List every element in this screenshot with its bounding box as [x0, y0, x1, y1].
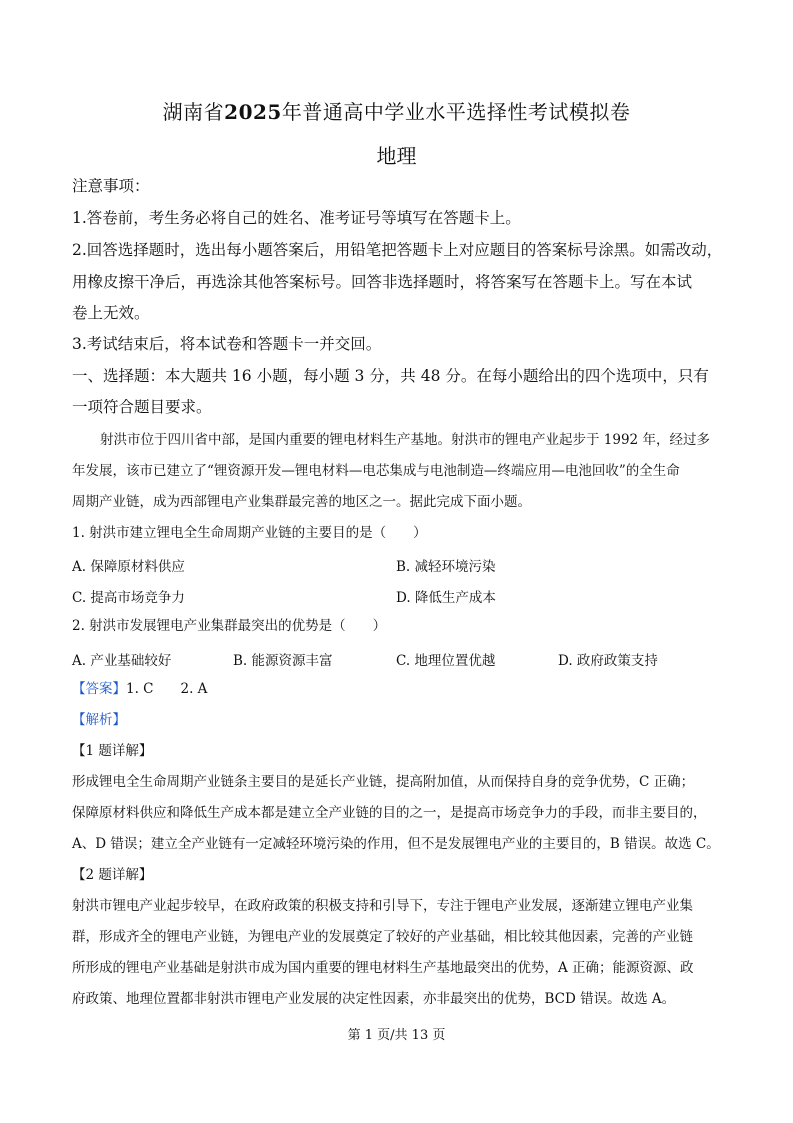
question-1-stem: 1. 射洪市建立锂电全生命周期产业链的主要目的是（ ） [72, 525, 427, 541]
detail-2-line-4: 府政策、地理位置都非射洪市锂电产业发展的决定性因素，亦非最突出的优势，BCD 错误。故选 A。 [72, 991, 676, 1007]
question-2-option-a: A. 产业基础较好 [72, 653, 172, 669]
detail-2-line-1: 射洪市锂电产业起步较早，在政府政策的积极支持和引导下，专注于锂电产业发展，逐渐建立锂电产业集 [72, 898, 693, 914]
detail-1-line-2: 保障原材料供应和降低生产成本都是建立全产业链的目的之一，是提高市场竞争力的手段，而非主要目的， [72, 805, 707, 821]
notice-heading: 注意事项： [72, 177, 150, 195]
exam-title: 湖南省2025年普通高中学业水平选择性考试模拟卷 [162, 100, 631, 124]
detail-2-label: 【2 题详解】 [72, 867, 153, 883]
title-year: 2025 [224, 100, 282, 124]
notice-item-2-line-3: 卷上无效。 [72, 304, 150, 322]
detail-2-line-2: 群，形成齐全的锂电产业链，为锂电产业的发展奠定了较好的产业基础，相比较其他因素，完善的产业链 [72, 929, 693, 945]
question-1-option-d: D. 降低生产成本 [396, 590, 496, 606]
question-2-option-c: C. 地理位置优越 [396, 653, 496, 669]
section-heading-line-2: 一项符合题目要求。 [72, 398, 212, 416]
question-1-option-c: C. 提高市场竞争力 [72, 590, 185, 606]
notice-item-2-line-1: 2.回答选择题时，选出每小题答案后，用铅笔把答题卡上对应题目的答案标号涂黑。如需改动， [72, 241, 723, 259]
page-number: 第 1 页/共 13 页 [347, 1028, 446, 1043]
question-2-option-b: B. 能源资源丰富 [233, 653, 333, 669]
detail-1-line-1: 形成锂电全生命周期产业链条主要目的是延长产业链，提高附加值，从而保持自身的竞争优势，C 正确； [72, 774, 695, 790]
question-2-option-d: D. 政府政策支持 [558, 653, 658, 669]
section-heading-line-1: 一、选择题：本大题共 16 小题，每小题 3 分，共 48 分。在每小题给出的四个选项中，只有 [72, 367, 709, 385]
answer-label: 【答案】 [72, 681, 126, 697]
detail-1-line-3: A、D 错误；建立全产业链有一定减轻环境污染的作用，但不是发展锂电产业的主要目的，B 错误。故选 C。 [72, 836, 720, 852]
detail-2-line-3: 所形成的锂电产业基础是射洪市成为国内重要的锂电材料生产基地最突出的优势，A 正确；能源资源、政 [72, 960, 694, 976]
answer-line [72, 679, 732, 699]
notice-item-2-line-2: 用橡皮擦干净后，再选涂其他答案标号。回答非选择题时，将答案写在答题卡上。写在本试 [72, 273, 693, 291]
question-2-stem: 2. 射洪市发展锂电产业集群最突出的优势是（ ） [72, 618, 387, 634]
exam-subject: 地理 [376, 144, 417, 168]
analysis-label: 【解析】 [72, 712, 126, 728]
answer-value: 1. C 2. A [126, 681, 208, 697]
passage-line-3: 周期产业链，成为西部锂电产业集群最完善的地区之一。据此完成下面小题。 [72, 494, 531, 510]
question-1-option-a: A. 保障原材料供应 [72, 559, 185, 575]
passage-line-1: 射洪市位于四川省中部，是国内重要的锂电材料生产基地。射洪市的锂电产业起步于 1992 年，经过多 [100, 432, 710, 448]
passage-line-2: 年发展，该市已建立了“锂资源开发—锂电材料—电芯集成与电池制造—终端应用—电池回收”的全生命 [72, 463, 680, 479]
question-1-option-b: B. 减轻环境污染 [396, 559, 496, 575]
notice-item-1: 1.答卷前，考生务必将自己的姓名、准考证号等填写在答题卡上。 [72, 209, 521, 227]
detail-1-label: 【1 题详解】 [72, 743, 153, 759]
notice-item-3: 3.考试结束后，将本试卷和答题卡一并交回。 [72, 335, 382, 353]
